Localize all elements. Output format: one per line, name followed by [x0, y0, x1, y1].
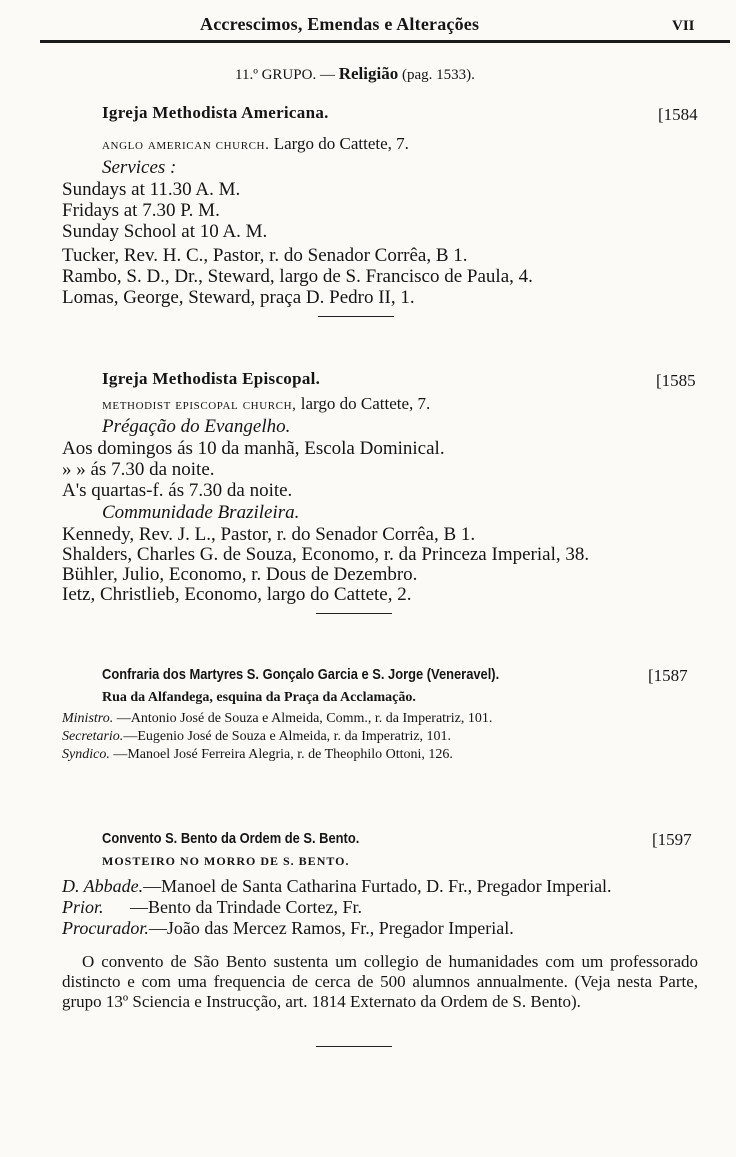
group-heading	[235, 64, 475, 84]
officer-role: Syndico.	[62, 747, 110, 762]
community-heading: Communidade Brazileira.	[102, 502, 300, 523]
officer-name: —Bento da Trindade Cortez, Fr.	[130, 897, 363, 917]
section-number: [1597	[652, 830, 692, 849]
staff-line: Shalders, Charles G. de Souza, Economo, r. da Princeza Imperial, 38.	[62, 544, 590, 565]
church-address: Largo do Cattete, 7.	[273, 134, 409, 153]
officer-name: —Manoel José Ferreira Alegria, r. de Theophilo Ottoni, 126.	[113, 747, 453, 762]
section-title: Igreja Methodista Episcopal.	[102, 369, 321, 388]
staff-line: Rambo, S. D., Dr., Steward, largo de S. Francisco de Paula, 4.	[62, 266, 533, 287]
church-address: largo do Cattete, 7.	[300, 394, 431, 413]
section-subtitle	[102, 134, 409, 154]
officer-name: —Eugenio José de Souza e Almeida, r. da Imperatriz, 101.	[123, 729, 452, 744]
officer-line	[62, 729, 451, 745]
section-title: Igreja Methodista Americana.	[102, 103, 329, 122]
services-heading: Services :	[102, 157, 177, 178]
section-number: [1587	[648, 666, 688, 685]
group-prefix: 11.º GRUPO. —	[235, 67, 335, 83]
section-number: [1584	[658, 105, 698, 124]
section-divider	[316, 613, 392, 614]
schedule-line: Aos domingos ás 10 da manhã, Escola Dominical.	[62, 438, 445, 459]
schedule-line: Fridays at 7.30 P. M.	[62, 200, 220, 221]
officer-role: D. Abbade.	[62, 876, 144, 896]
section-number: [1585	[656, 371, 696, 390]
schedule-line: Sundays at 11.30 A. M.	[62, 179, 241, 200]
staff-line: Bühler, Julio, Economo, r. Dous de Dezembro.	[62, 564, 418, 585]
description-paragraph: O convento de São Bento sustenta um collegio de humanidades com um professorado distincto e com uma frequencia de cerca de 500 alumnos annualmente. (Veja nesta Parte, grupo 13º Sciencia e Instrucção, art. 1814 Externato da Ordem de S. Bento).	[62, 952, 698, 1011]
group-name: Religião	[338, 64, 399, 83]
section-subtitle	[102, 394, 430, 414]
staff-line: Ietz, Christlieb, Economo, largo do Cattete, 2.	[62, 584, 412, 605]
officer-line	[62, 897, 362, 918]
officer-name: —João das Mercez Ramos, Fr., Pregador Imperial.	[148, 918, 514, 938]
schedule-line: Sunday School at 10 A. M.	[62, 221, 268, 242]
section-title: Confraria dos Martyres S. Gonçalo Garcia e S. Jorge (Veneravel).	[102, 666, 500, 683]
staff-line: Kennedy, Rev. J. L., Pastor, r. do Senador Corrêa, B 1.	[62, 524, 476, 545]
section-title: Convento S. Bento da Ordem de S. Bento.	[102, 830, 360, 847]
officer-role: Secretario.	[62, 729, 124, 744]
group-ref: (pag. 1533).	[401, 67, 475, 83]
header-rule	[40, 40, 730, 43]
schedule-line: » » ás 7.30 da noite.	[62, 459, 215, 480]
officer-line	[62, 876, 612, 897]
staff-line: Tucker, Rev. H. C., Pastor, r. do Senador Corrêa, B 1.	[62, 245, 468, 266]
section-subtitle: MOSTEIRO NO MORRO DE S. BENTO.	[102, 854, 350, 868]
officer-line	[62, 747, 453, 763]
staff-line: Lomas, George, Steward, praça D. Pedro II, 1.	[62, 287, 415, 308]
officer-role: Ministro.	[62, 711, 114, 726]
section-divider	[318, 316, 394, 317]
officer-name: —Antonio José de Souza e Almeida, Comm., r. da Imperatriz, 101.	[116, 711, 493, 726]
section-address: Rua da Alfandega, esquina da Praça da Acclamação.	[102, 690, 416, 705]
officer-line	[62, 711, 492, 727]
section-divider	[316, 1046, 392, 1047]
church-name: methodist episcopal church,	[102, 397, 297, 413]
officer-line	[62, 918, 514, 939]
running-head: Accrescimos, Emendas e Alterações	[200, 14, 480, 34]
page-number: VII	[672, 18, 695, 34]
officer-role: Procurador.	[62, 918, 149, 938]
schedule-line: A's quartas-f. ás 7.30 da noite.	[62, 480, 293, 501]
officer-name: —Manoel de Santa Catharina Furtado, D. Fr., Pregador Imperial.	[143, 876, 612, 896]
church-name: anglo american church.	[102, 137, 270, 153]
officer-role: Prior.	[62, 897, 104, 917]
preaching-heading: Prégação do Evangelho.	[102, 416, 291, 437]
